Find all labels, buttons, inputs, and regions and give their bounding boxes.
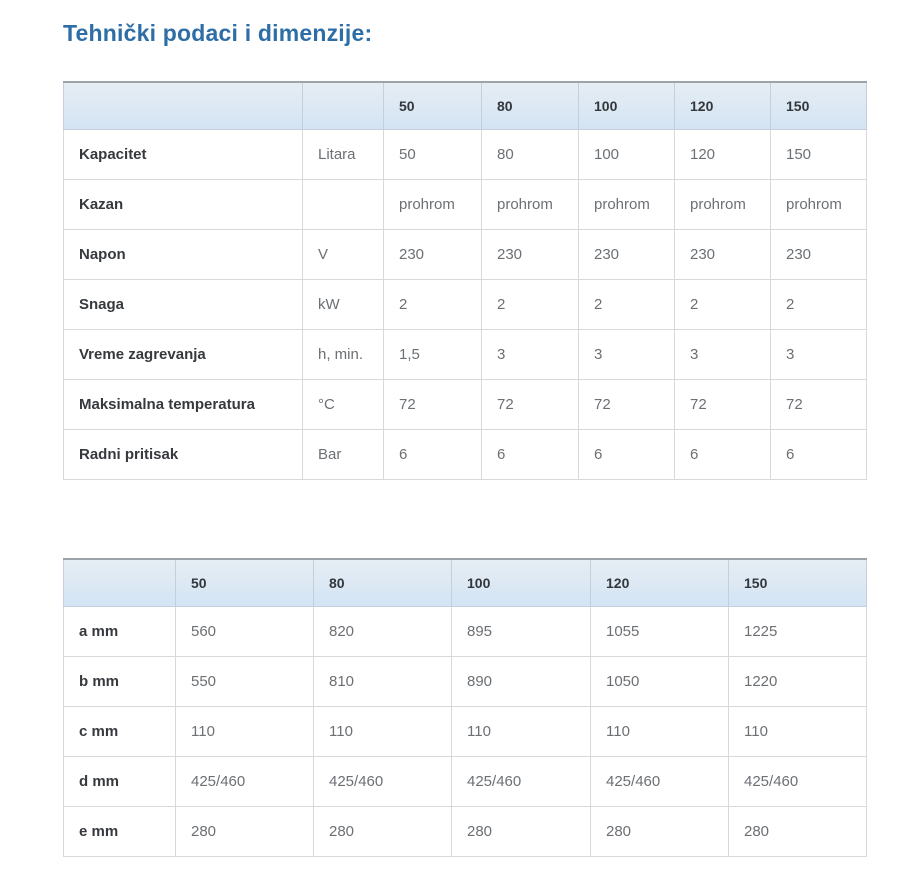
value-cell: 6 [675,430,771,480]
column-header: 120 [675,82,771,130]
unit-cell: h, min. [303,330,384,380]
value-cell: 280 [176,807,314,857]
dimensions-table-header-row [64,559,867,607]
value-cell: 1050 [591,657,729,707]
unit-cell: °C [303,380,384,430]
dimensions-table [63,558,867,857]
value-cell: 1220 [729,657,867,707]
value-cell: 2 [675,280,771,330]
value-cell: 280 [452,807,591,857]
value-cell: 230 [384,230,482,280]
value-cell: 110 [176,707,314,757]
column-header: 80 [314,559,452,607]
value-cell: 6 [771,430,867,480]
table-row [64,607,867,657]
value-cell: 560 [176,607,314,657]
column-header: 100 [579,82,675,130]
table-row [64,807,867,857]
value-cell: 280 [729,807,867,857]
value-cell: 425/460 [314,757,452,807]
value-cell: 2 [579,280,675,330]
column-header [303,82,384,130]
value-cell: 110 [452,707,591,757]
row-label-cell: Kapacitet [64,130,303,180]
value-cell: 110 [591,707,729,757]
value-cell: 230 [771,230,867,280]
value-cell: 2 [482,280,579,330]
table-row [64,230,867,280]
column-header [64,559,176,607]
column-header: 50 [384,82,482,130]
value-cell: 72 [771,380,867,430]
value-cell: 3 [771,330,867,380]
table-row [64,180,867,230]
row-label-cell: d mm [64,757,176,807]
value-cell: 2 [384,280,482,330]
table-row [64,657,867,707]
value-cell: 2 [771,280,867,330]
row-label-cell: Snaga [64,280,303,330]
value-cell: 425/460 [452,757,591,807]
table-row [64,707,867,757]
value-cell: 120 [675,130,771,180]
value-cell: 425/460 [176,757,314,807]
column-header: 150 [729,559,867,607]
page-title: Tehnički podaci i dimenzije: [63,20,373,46]
row-label-cell: Radni pritisak [64,430,303,480]
value-cell: 1055 [591,607,729,657]
value-cell: 820 [314,607,452,657]
value-cell: 3 [579,330,675,380]
column-header: 150 [771,82,867,130]
value-cell: 100 [579,130,675,180]
value-cell: prohrom [675,180,771,230]
table-row [64,380,867,430]
value-cell: 3 [675,330,771,380]
value-cell: 425/460 [729,757,867,807]
value-cell: 3 [482,330,579,380]
value-cell: 1,5 [384,330,482,380]
value-cell: 72 [482,380,579,430]
value-cell: 80 [482,130,579,180]
value-cell: prohrom [771,180,867,230]
value-cell: 550 [176,657,314,707]
row-label-cell: e mm [64,807,176,857]
row-label-cell: a mm [64,607,176,657]
value-cell: 280 [314,807,452,857]
column-header: 80 [482,82,579,130]
column-header [64,82,303,130]
value-cell: 72 [675,380,771,430]
value-cell: 230 [675,230,771,280]
value-cell: 72 [384,380,482,430]
value-cell: prohrom [384,180,482,230]
row-label-cell: b mm [64,657,176,707]
unit-cell: Bar [303,430,384,480]
value-cell: 150 [771,130,867,180]
row-label-cell: c mm [64,707,176,757]
table-row [64,280,867,330]
column-header: 120 [591,559,729,607]
value-cell: 280 [591,807,729,857]
row-label-cell: Napon [64,230,303,280]
unit-cell [303,180,384,230]
value-cell: prohrom [482,180,579,230]
value-cell: 110 [729,707,867,757]
unit-cell: Litara [303,130,384,180]
value-cell: 895 [452,607,591,657]
value-cell: 810 [314,657,452,707]
table-row [64,757,867,807]
value-cell: 50 [384,130,482,180]
unit-cell: V [303,230,384,280]
unit-cell: kW [303,280,384,330]
value-cell: 425/460 [591,757,729,807]
value-cell: 230 [579,230,675,280]
value-cell: 110 [314,707,452,757]
table-row [64,430,867,480]
column-header: 50 [176,559,314,607]
value-cell: 72 [579,380,675,430]
table-row [64,330,867,380]
value-cell: 230 [482,230,579,280]
value-cell: 6 [579,430,675,480]
technical-table-header-row [64,82,867,130]
row-label-cell: Kazan [64,180,303,230]
technical-data-table [63,81,867,480]
column-header: 100 [452,559,591,607]
value-cell: 1225 [729,607,867,657]
value-cell: prohrom [579,180,675,230]
row-label-cell: Vreme zagrevanja [64,330,303,380]
value-cell: 890 [452,657,591,707]
table-row [64,130,867,180]
value-cell: 6 [384,430,482,480]
row-label-cell: Maksimalna temperatura [64,380,303,430]
value-cell: 6 [482,430,579,480]
